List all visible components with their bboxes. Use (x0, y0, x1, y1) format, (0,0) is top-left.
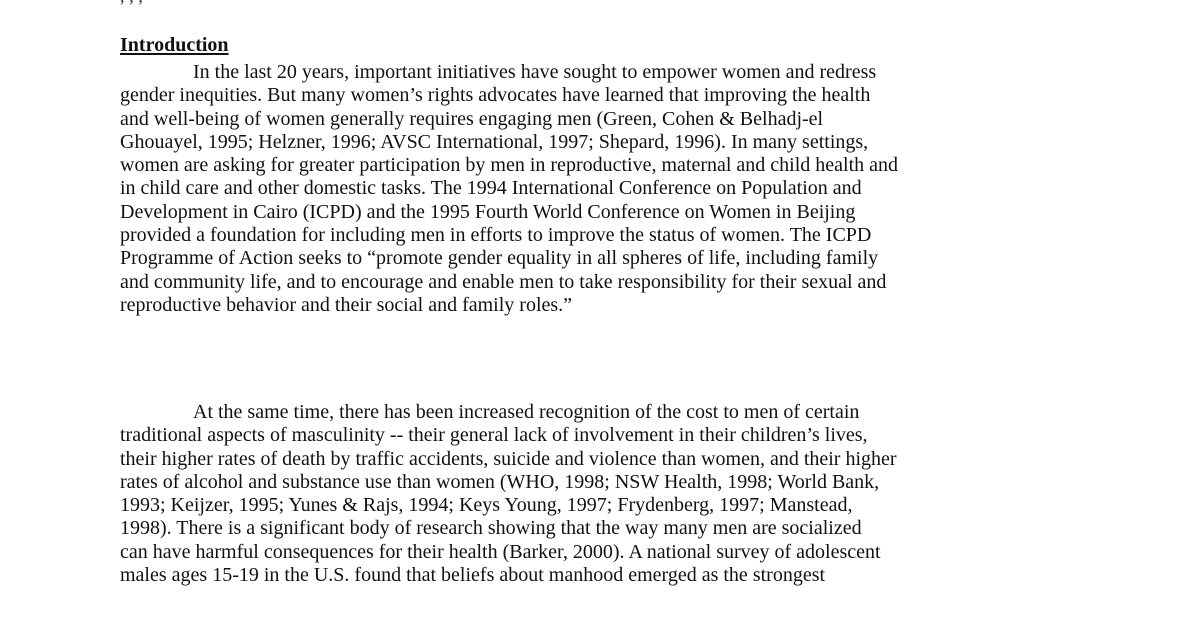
paragraph-line: provided a foundation for including men in efforts to improve the status of women. The ICPD (120, 224, 872, 247)
paragraph-line: reproductive behavior and their social and family roles.” (120, 293, 573, 316)
paragraph-line: and community life, and to encourage and enable men to take responsibility for their sexual and (120, 270, 887, 293)
paragraph-line: women are asking for greater participation by men in reproductive, maternal and child health and (120, 154, 899, 177)
paragraph-line: gender inequities. But many women’s rights advocates have learned that improving the health (120, 84, 871, 107)
paragraph-line: In the last 20 years, important initiatives have sought to empower women and redress (193, 61, 877, 83)
paragraph-line: 1998). There is a significant body of research showing that the way many men are socialized (120, 517, 862, 540)
paragraph-line: their higher rates of death by traffic accidents, suicide and violence than women, and their higher (120, 447, 897, 470)
paragraph-line: At the same time, there has been increased recognition of the cost to men of certain (193, 401, 860, 423)
paragraph-line: Programme of Action seeks to “promote gender equality in all spheres of life, including family (120, 247, 879, 270)
paragraph-line: can have harmful consequences for their health (Barker, 2000). A national survey of adolescent (120, 540, 881, 563)
paragraph-line: and well-being of women generally requires engaging men (Green, Cohen & Belhadj-el (120, 107, 824, 130)
paragraph-line: Ghouayel, 1995; Helzner, 1996; AVSC International, 1997; Shepard, 1996). In many settings, (120, 130, 869, 153)
paragraph-line: 1993; Keijzer, 1995; Yunes & Rajs, 1994; Keys Young, 1997; Frydenberg, 1997; Manstead, (120, 494, 853, 517)
paragraph-line: Development in Cairo (ICPD) and the 1995 Fourth World Conference on Women in Beijing (120, 200, 856, 223)
section-heading: Introduction (120, 34, 229, 56)
paragraph-line: males ages 15-19 in the U.S. found that beliefs about manhood emerged as the strongest (120, 564, 826, 587)
paragraph-line: in child care and other domestic tasks. The 1994 International Conference on Population and (120, 177, 862, 200)
introduction-paragraph-2 (120, 401, 1100, 587)
cut-off-previous-text (120, 0, 143, 6)
paragraph-line: traditional aspects of masculinity -- their general lack of involvement in their children’s lives, (120, 424, 868, 447)
paragraph-line: rates of alcohol and substance use than women (WHO, 1998; NSW Health, 1998; World Bank, (120, 470, 880, 493)
introduction-paragraph-1 (120, 61, 1100, 317)
